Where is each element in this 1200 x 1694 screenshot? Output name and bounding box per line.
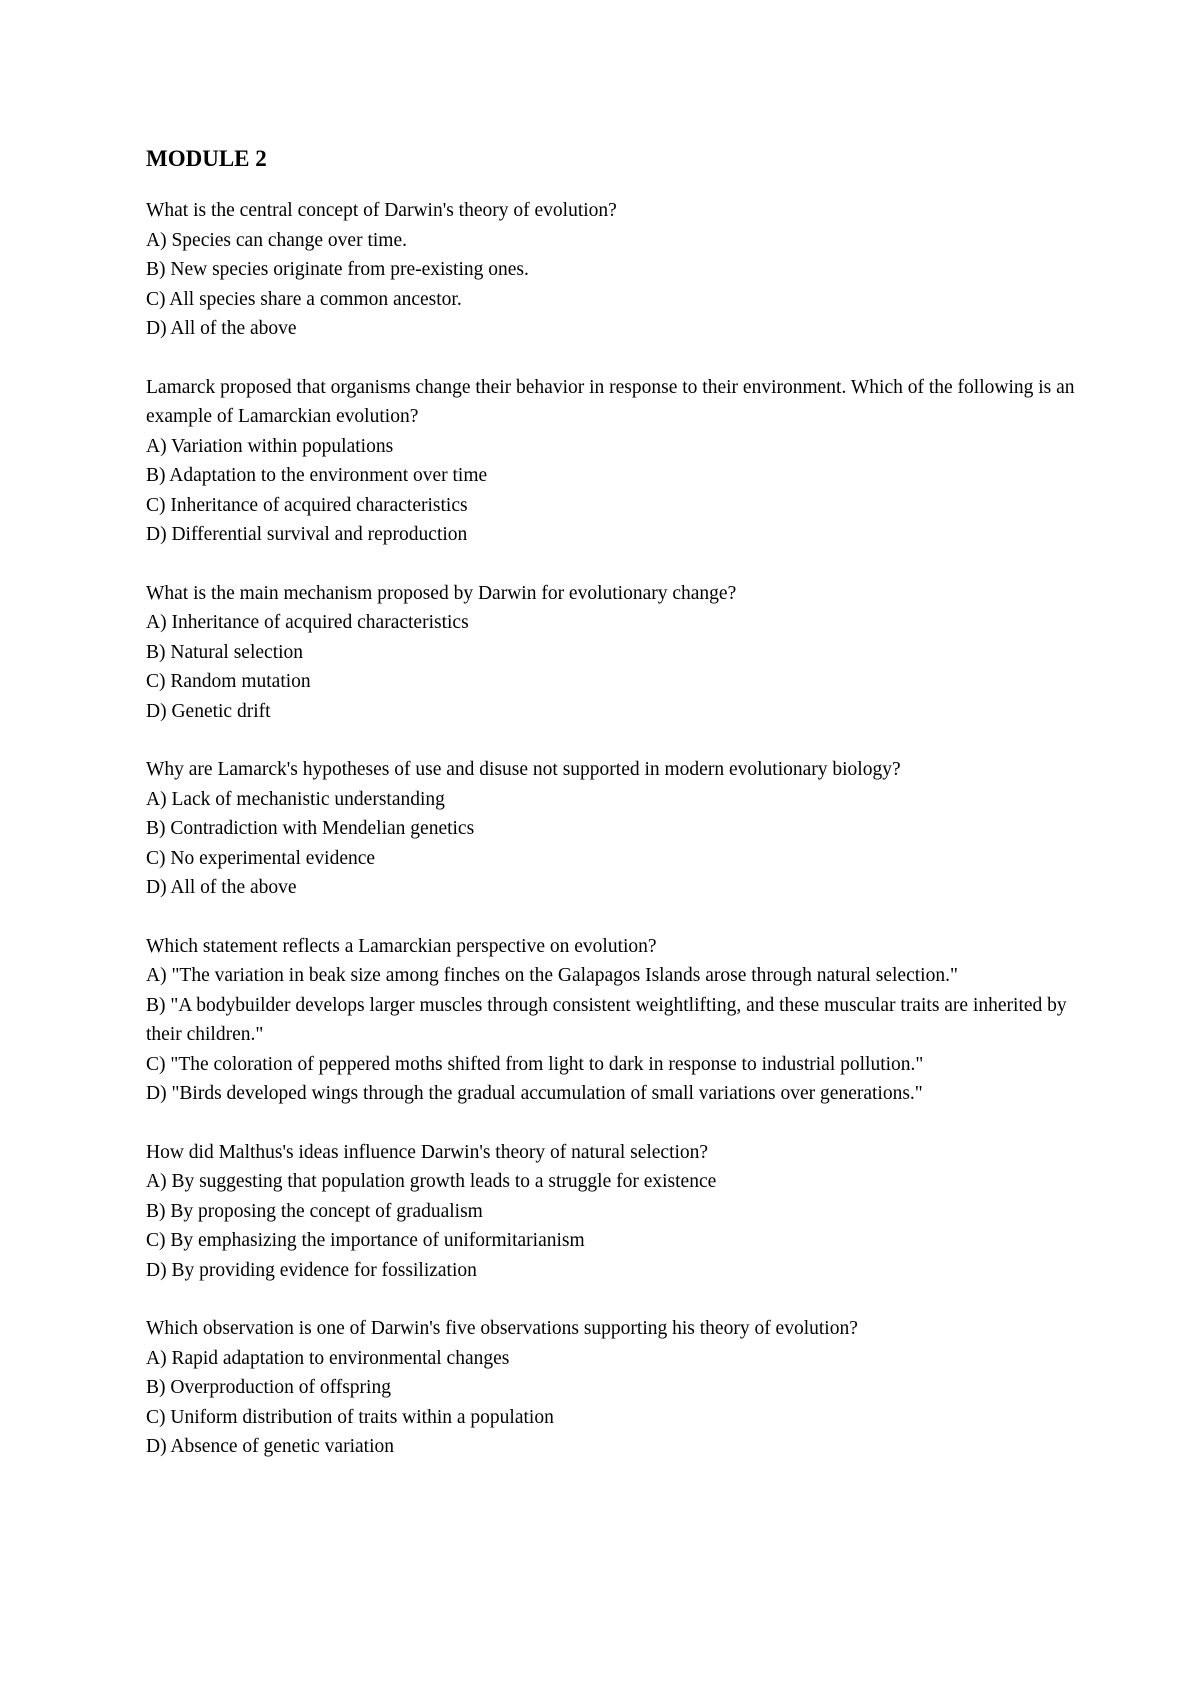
answer-option-d: D) All of the above [146, 318, 297, 339]
answer-option-d: D) Genetic drift [146, 700, 271, 722]
answer-option-a: A) Inheritance of acquired characteristics [146, 612, 469, 633]
answer-option-d: D) Absence of genetic variation [146, 1436, 394, 1457]
question-text: Why are Lamarck's hypotheses of use and disuse not supported in modern evolutionary biology? [146, 759, 901, 780]
question-block-5 [146, 932, 1086, 1109]
question-block-6 [146, 1138, 1086, 1286]
answer-option-c: C) "The coloration of peppered moths shifted from light to dark in response to industrial pollution." [146, 1053, 924, 1075]
question-text: Which statement reflects a Lamarckian perspective on evolution? [146, 935, 657, 957]
answer-option-a: A) Variation within populations [146, 435, 394, 457]
answer-option-c: C) By emphasizing the importance of uniformitarianism [146, 1230, 585, 1251]
answer-option-b: B) "A bodybuilder develops larger muscles through consistent weightlifting, and these muscular traits are inherited by their children." [146, 994, 1067, 1045]
answer-option-b: B) By proposing the concept of gradualism [146, 1200, 483, 1222]
answer-option-a: A) Species can change over time. [146, 229, 407, 251]
answer-option-b: B) Contradiction with Mendelian genetics [146, 818, 475, 839]
question-block-2 [146, 373, 1086, 550]
question-text: Lamarck proposed that organisms change their behavior in response to their environment. Which of the following is an example of Lamarckian evolution? [146, 376, 1075, 427]
answer-option-a: A) "The variation in beak size among finches on the Galapagos Islands arose through natural selection." [146, 965, 958, 986]
answer-option-c: C) Inheritance of acquired characteristics [146, 494, 468, 516]
question-text: Which observation is one of Darwin's five observations supporting his theory of evolution? [146, 1318, 858, 1339]
question-block-3 [146, 579, 1086, 727]
answer-option-a: A) Rapid adaptation to environmental changes [146, 1347, 510, 1369]
answer-option-a: A) By suggesting that population growth leads to a struggle for existence [146, 1171, 717, 1192]
question-text: What is the main mechanism proposed by Darwin for evolutionary change? [146, 582, 737, 604]
module-title: MODULE 2 [146, 146, 267, 171]
answer-option-c: C) Random mutation [146, 671, 311, 692]
answer-option-d: D) All of the above [146, 877, 297, 898]
document-content [146, 144, 1086, 1491]
answer-option-b: B) New species originate from pre-existing ones. [146, 259, 529, 280]
answer-option-b: B) Adaptation to the environment over time [146, 465, 488, 486]
answer-option-b: B) Overproduction of offspring [146, 1377, 391, 1398]
answer-option-b: B) Natural selection [146, 641, 304, 663]
answer-option-c: C) Uniform distribution of traits within a population [146, 1406, 554, 1428]
answer-option-d: D) "Birds developed wings through the gradual accumulation of small variations over generations." [146, 1083, 923, 1104]
question-text: How did Malthus's ideas influence Darwin's theory of natural selection? [146, 1141, 709, 1163]
answer-option-c: C) No experimental evidence [146, 847, 376, 869]
answer-option-a: A) Lack of mechanistic understanding [146, 788, 445, 810]
question-block-1 [146, 196, 1086, 344]
answer-option-d: D) By providing evidence for fossilization [146, 1259, 477, 1281]
question-block-4 [146, 755, 1086, 903]
answer-option-d: D) Differential survival and reproduction [146, 524, 468, 545]
answer-option-c: C) All species share a common ancestor. [146, 288, 462, 310]
question-text: What is the central concept of Darwin's theory of evolution? [146, 200, 617, 221]
question-block-7 [146, 1314, 1086, 1462]
